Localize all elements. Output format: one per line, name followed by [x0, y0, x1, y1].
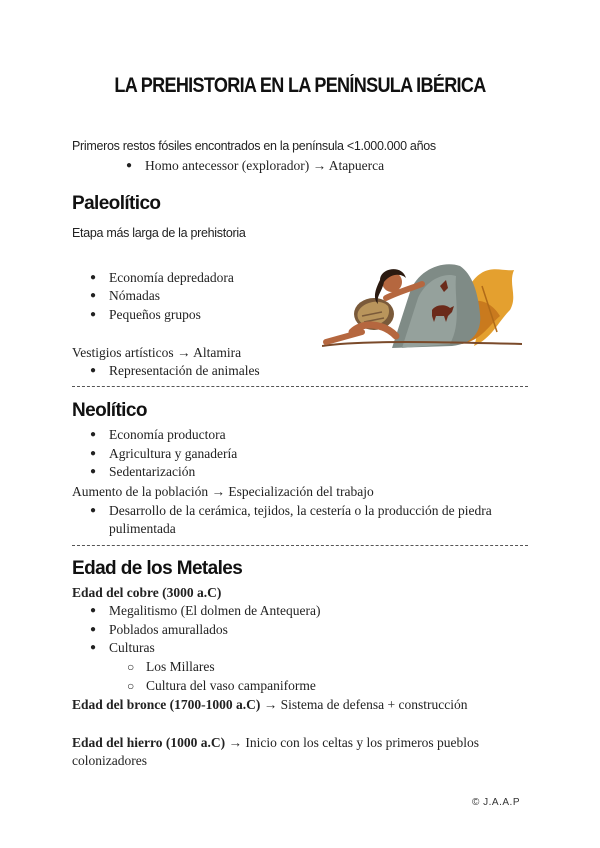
bullet-dot-icon: ● [90, 272, 97, 283]
bullet-text: Culturas [109, 640, 155, 655]
caveman-painting-illustration [322, 252, 522, 352]
bullet-text: Economía productora [109, 427, 226, 442]
bullet-dot-icon: ● [90, 365, 97, 376]
bullet-dot-icon: ● [90, 642, 97, 653]
hierro-line [72, 734, 479, 752]
cobre-label: Edad del cobre (3000 a.C) [72, 585, 222, 600]
circle-bullet-icon: ○ [127, 660, 135, 674]
bullet-dot-icon: ● [90, 605, 97, 616]
hierro-text: → Inicio con los celtas y los primeros pueblos [225, 735, 479, 750]
bullet-dot-icon: ● [90, 290, 97, 301]
intro-line: Primeros restos fósiles encontrados en la península <1.000.000 años [72, 139, 436, 153]
bullet-text: Agricultura y ganadería [109, 446, 238, 461]
bullet-text: Representación de animales [109, 363, 260, 378]
bullet-text: Nómadas [109, 288, 160, 303]
separator-line [72, 545, 528, 546]
heading-paleolitico: Paleolítico [72, 193, 161, 214]
page-title: LA PREHISTORIA EN LA PENÍNSULA IBÉRICA [114, 74, 486, 97]
bullet-dot-icon: ● [90, 309, 97, 320]
copyright-footer: © J.A.A.P [472, 797, 520, 808]
paleolitico-subtitle: Etapa más larga de la prehistoria [72, 226, 246, 240]
bullet-text: Cultura del vaso campaniforme [146, 678, 316, 693]
bullet-text: Megalitismo (El dolmen de Antequera) [109, 603, 321, 618]
bullet-dot-icon: ● [126, 160, 133, 171]
bullet-text: Pequeños grupos [109, 307, 201, 322]
desarrollo-continuation: pulimentada [109, 521, 176, 536]
intro-bullet-text: Homo antecessor (explorador) → Atapuerca [145, 158, 385, 173]
hierro-label: Edad del hierro (1000 a.C) [72, 735, 226, 750]
bullet-text: Poblados amurallados [109, 622, 228, 637]
heading-metales: Edad de los Metales [72, 558, 243, 579]
bullet-text: Sedentarización [109, 464, 196, 479]
bullet-dot-icon: ● [90, 505, 97, 516]
bronce-label: Edad del bronce (1700-1000 a.C) [72, 697, 261, 712]
bullet-text: Los Millares [146, 659, 215, 674]
bronce-text: → Sistema de defensa + construcción [260, 697, 468, 712]
bullet-text: Desarrollo de la cerámica, tejidos, la cestería o la producción de piedra [109, 503, 492, 518]
vestigios-line: Vestigios artísticos → Altamira [72, 345, 242, 360]
bullet-dot-icon: ● [90, 429, 97, 440]
heading-neolitico: Neolítico [72, 400, 147, 421]
bullet-dot-icon: ● [90, 466, 97, 477]
hierro-continuation: colonizadores [72, 753, 147, 768]
aumento-line: Aumento de la población → Especialización del trabajo [72, 484, 374, 499]
circle-bullet-icon: ○ [127, 679, 135, 693]
separator-line [72, 386, 528, 387]
bullet-text: Economía depredadora [109, 270, 234, 285]
bullet-dot-icon: ● [90, 624, 97, 635]
bullet-dot-icon: ● [90, 448, 97, 459]
bronce-line [72, 696, 467, 714]
